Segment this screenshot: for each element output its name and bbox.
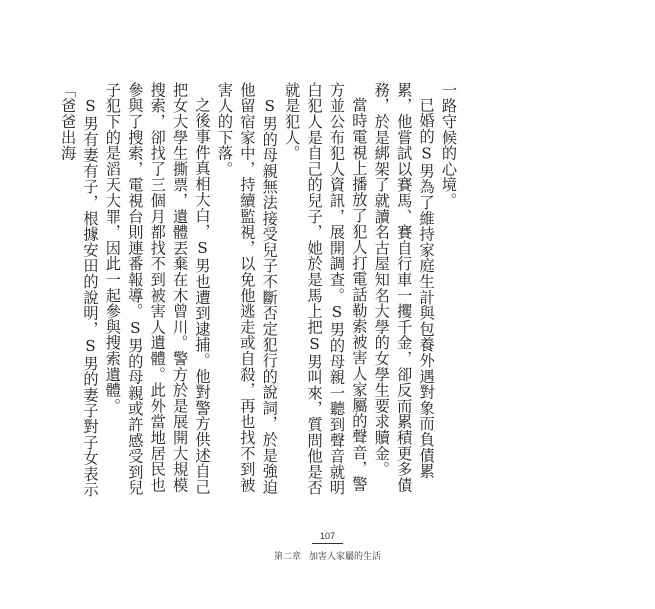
paragraph: S男的母親無法接受兒子不斷否定犯行的說詞，於是強迫他留宿家中，持續監視，以免他逃走或自殺，再也找不到被害人的下落。 xyxy=(215,82,279,495)
chapter-title: 加害人家屬的生活 xyxy=(309,551,382,561)
paragraph: 之後事件真相大白，S男也遭到逮捕。他對警方供述自己把女大學生撕票，遺體丟棄在木曾川。警方於是展開大規模搜索，卻找了三個月都找不到被害人遺體。此外當地居民也參與了搜索，電視台則連番報導。S男的母親或許感受到兒子犯下的是滔天大罪，因此一起參與搜索遺體。 xyxy=(103,82,212,496)
paragraph: S男有妻有子，根據安田的說明，S男的妻子對子女表示「爸爸出海 xyxy=(59,82,100,498)
chapter-label: 第二章 xyxy=(273,551,301,561)
body-text xyxy=(57,82,460,502)
paragraph: 當時電視上播放了犯人打電話勒索被害人家屬的聲音，警方並公布犯人資訊，展開調查。S男的母親一聽到聲音就明白犯人是自己的兒子，她於是馬上把S男叫來，質問他是否就是犯人。 xyxy=(283,82,369,496)
footer-rule xyxy=(312,543,343,544)
paragraph: 已婚的S男為了維持家庭生計與包養外遇對象而負債累累，他嘗試以賽馬、賽自行車一攫千金，卻反而累積更多債務，於是綁架了就讀名古屋知名大學的女學生要求贖金。 xyxy=(372,82,436,493)
paragraph: 一路守候的心境。 xyxy=(440,82,458,209)
running-footer xyxy=(0,549,655,562)
page-number: 107 xyxy=(319,531,336,541)
